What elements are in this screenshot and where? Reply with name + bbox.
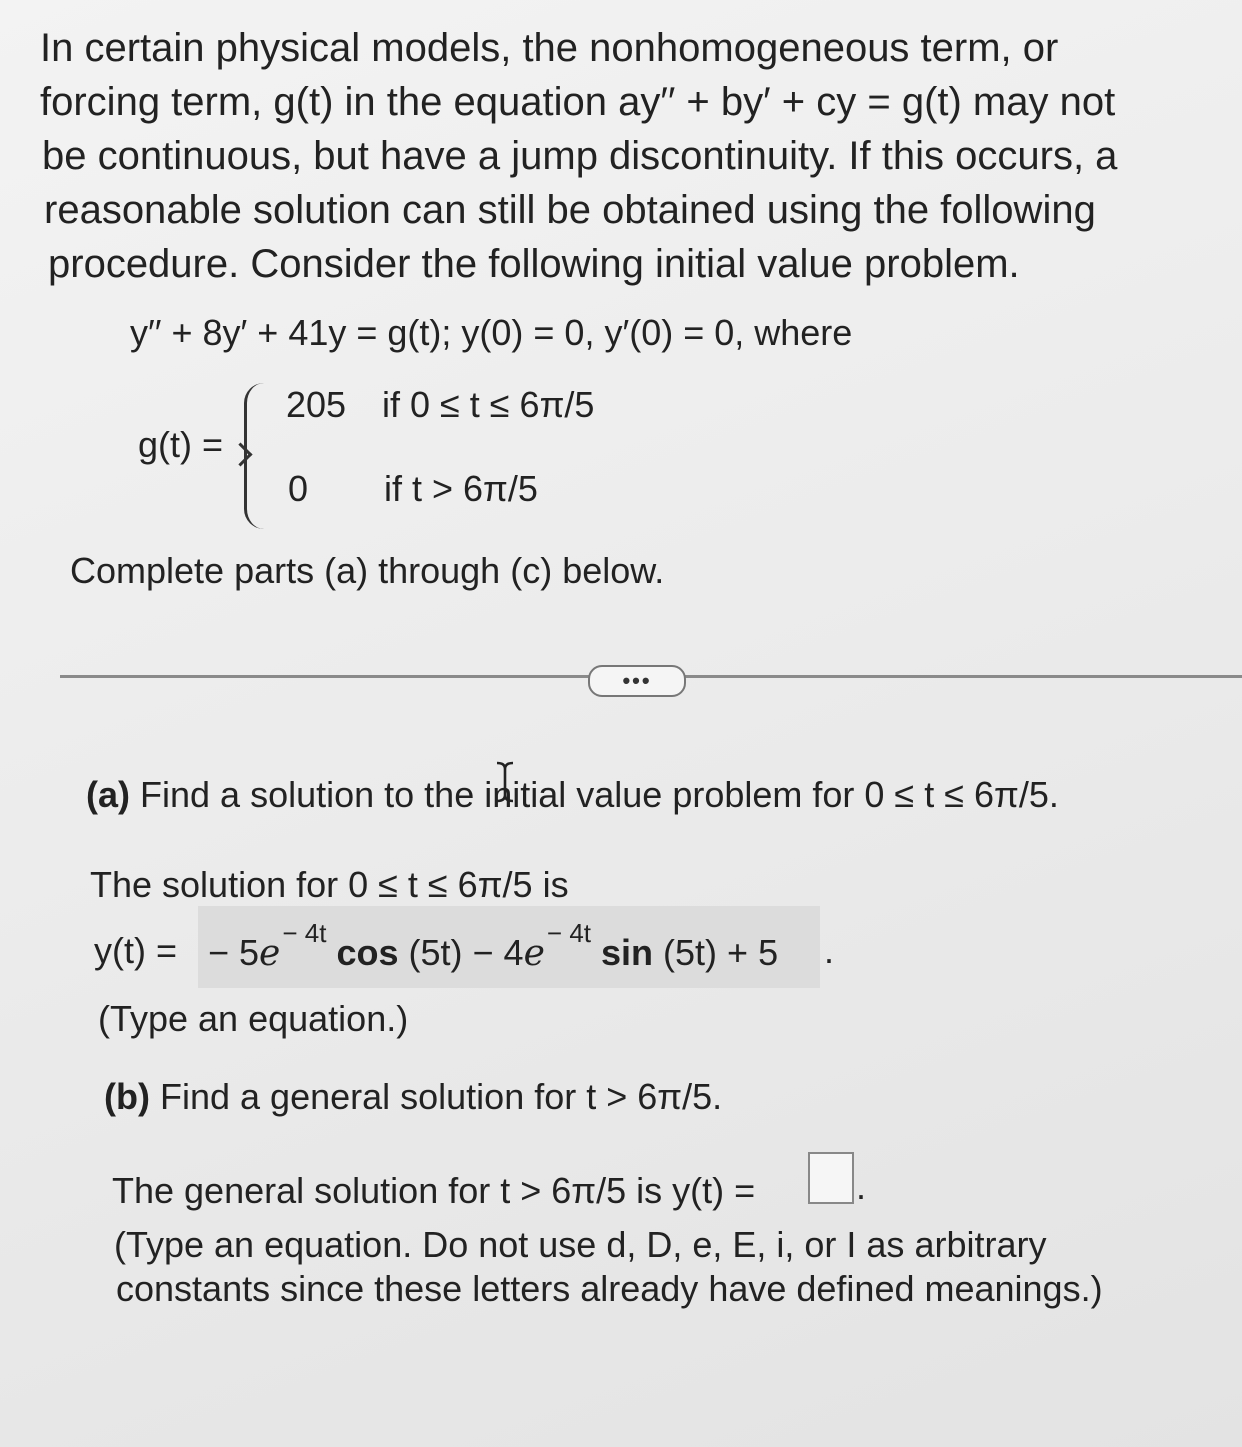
term1-base: e [259,933,281,974]
intro-line-2: forcing term, g(t) in the equation ay′′ + by′ + cy = g(t) may not [40,80,1116,124]
g-function-label: g(t) = [138,424,224,465]
case2-condition: if t > 6π/5 [384,468,538,509]
part-b-answer-input[interactable] [808,1152,854,1204]
case2-value: 0 [288,468,309,509]
term2-argument: (5t) + 5 [663,932,779,973]
intro-line-3: be continuous, but have a jump discontinuity. If this occurs, a [42,134,1118,178]
term1-function: cos [336,932,399,973]
part-a-solution-intro: The solution for 0 ≤ t ≤ 6π/5 is [90,864,569,905]
term2-base: e [523,933,545,974]
term1-argument: (5t) − 4 [408,932,524,973]
part-a-label: (a) [86,774,130,815]
part-a-prompt [86,774,1059,816]
part-b-hint-line-1: (Type an equation. Do not use d, D, e, E, i, or I as arbitrary [114,1224,1047,1265]
part-b-label: (b) [104,1076,150,1117]
part-b-prompt [104,1076,722,1118]
part-b-solution-intro: The general solution for t > 6π/5 is y(t) = [112,1170,756,1211]
case1-value: 205 [286,384,347,425]
show-more-button[interactable]: ••• [588,665,686,697]
part-b-prompt-text: Find a general solution for t > 6π/5. [159,1076,723,1117]
term1-exponent: − 4t [282,918,327,948]
part-a-answer-expression [208,918,779,974]
instructions-text: Complete parts (a) through (c) below. [70,550,665,591]
intro-line-1: In certain physical models, the nonhomogeneous term, or [40,26,1059,70]
part-a-prompt-text: Find a solution to the initial value problem for 0 ≤ t ≤ 6π/5. [140,774,1059,815]
term2-function: sin [601,932,654,973]
text-cursor-icon [490,760,520,804]
intro-line-4: reasonable solution can still be obtained using the following [44,188,1096,232]
ivp-equation: y′′ + 8y′ + 41y = g(t); y(0) = 0, y′(0) = 0, where [130,312,853,353]
term2-exponent: − 4t [546,918,591,948]
part-b-period: . [856,1166,867,1207]
term1-coefficient: − 5 [208,932,260,973]
part-a-period: . [824,930,835,971]
part-a-y-label: y(t) = [94,930,178,971]
intro-line-5: procedure. Consider the following initial value problem. [48,242,1020,286]
part-a-hint: (Type an equation.) [98,998,409,1039]
case1-condition: if 0 ≤ t ≤ 6π/5 [382,384,595,425]
part-b-hint-line-2: constants since these letters already have defined meanings.) [116,1268,1103,1309]
